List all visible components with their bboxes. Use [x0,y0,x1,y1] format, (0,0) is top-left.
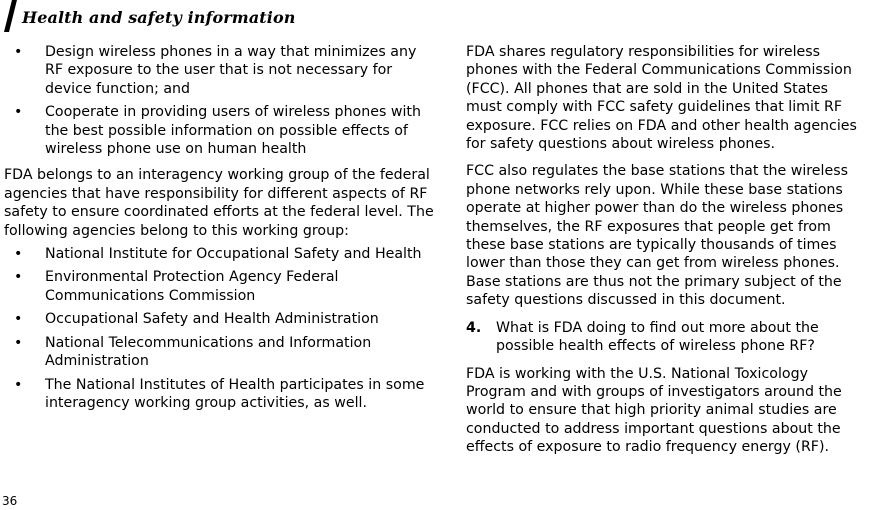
list-item-text: National Institute for Occupational Safety and Health [45,246,422,263]
bullet-icon: • [14,44,23,60]
list-item [4,268,434,305]
list-item-text: The National Institutes of Health participates in some interagency working group activities, as well. [45,376,425,411]
question-number: 4. [466,319,482,336]
bullet-icon: • [14,246,23,263]
left-column [4,43,434,417]
bullet-icon: • [14,104,23,121]
list-item [4,103,434,158]
list-item-text: Occupational Safety and Health Administration [45,311,379,328]
numbered-question [466,319,866,356]
list-item-text: Design wireless phones in a way that minimizes any RF exposure to the user that is not necessary for device function; and [45,44,417,97]
paragraph: FDA is working with the U.S. National Toxicology Program and with groups of investigators around the world to ensure that high priority animal studies are conducted to address important questions about the effects of exposure to radio frequency energy (RF). [466,365,842,456]
question-text: What is FDA doing to find out more about the possible health effects of wireless phone RF? [496,319,819,355]
paragraph: FDA belongs to an interagency working group of the federal agencies that have responsibility for different aspects of RF safety to ensure coordinated efforts at the federal level. The following agencies belong to this working group: [4,167,434,239]
list-item [4,43,434,98]
header-bar [4,0,17,32]
right-column [466,43,866,466]
list-item [4,245,434,263]
paragraph: FCC also regulates the base stations that the wireless phone networks rely upon. While these base stations operate at higher power than do the wireless phones themselves, the RF exposures that people get from these base stations are typically thousands of times lower than those they can get from wireless phones. Base stations are thus not the primary subject of the safety questions discussed in this document. [466,163,848,309]
list-item-text: Cooperate in providing users of wireless phones with the best possible information on possible effects of wireless phone use on human health [45,104,421,158]
bullet-icon: • [14,269,23,286]
list-item [4,310,434,328]
bullet-icon: • [14,334,23,351]
page-header [0,0,869,32]
paragraph: FDA shares regulatory responsibilities for wireless phones with the Federal Communications Commission (FCC). All phones that are sold in the United States must comply with FCC safety guidelines that limit RF exposure. FCC relies on FDA and other health agencies for safety questions about wireless phones. [466,44,857,153]
bullet-icon: • [14,311,23,328]
list-item [4,376,434,413]
page-number: 36 [2,494,18,508]
list-item-text: Environmental Protection Agency Federal Communications Commission [45,269,339,304]
header-title: Health and safety information [22,8,296,27]
list-item-text: National Telecommunications and Information Administration [45,334,372,370]
bullet-icon: • [14,376,23,393]
list-item [4,334,434,371]
